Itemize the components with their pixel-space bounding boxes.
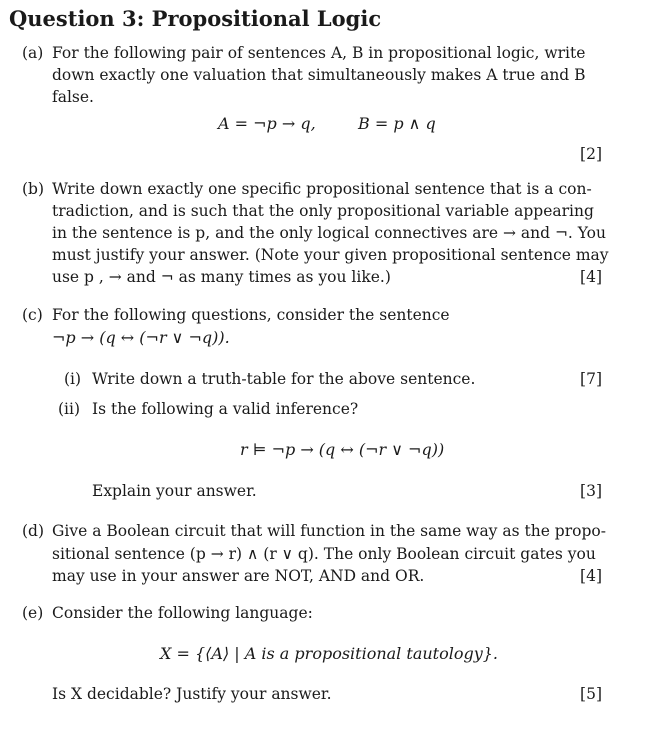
part-a-formula-a: A = ¬p → q, [218, 114, 316, 133]
part-d-line-3: may use in your answer are NOT, AND and OR. [52, 567, 425, 585]
part-b-label: (b) [22, 180, 45, 198]
part-c-label: (c) [22, 306, 43, 324]
part-a-line-1: For the following pair of sentences A, B in propositional logic, write [52, 44, 586, 62]
part-c-ii-text: Is the following a valid inference? [92, 400, 359, 418]
part-c-i-label: (i) [64, 370, 82, 388]
part-c-explain: Explain your answer. [92, 482, 257, 500]
part-e-marks: [5] [580, 685, 602, 703]
part-a-label: (a) [22, 44, 44, 62]
part-e-intro: Consider the following language: [52, 604, 313, 622]
part-d-marks: [4] [580, 567, 602, 585]
part-d-line-1: Give a Boolean circuit that will function in the same way as the propo- [52, 522, 606, 540]
part-a-line-2: down exactly one valuation that simultaneously makes A true and B [52, 66, 586, 84]
part-b-line-3: in the sentence is p, and the only logical connectives are → and ¬. You [52, 224, 606, 242]
part-c-ii-marks: [3] [580, 482, 602, 500]
part-c-ii-label: (ii) [58, 400, 81, 418]
part-e-set-definition: X = {⟨A⟩ | A is a propositional tautology}. [160, 644, 499, 663]
part-b-line-5: use p , → and ¬ as many times as you like.) [52, 268, 391, 286]
part-a-line-3: false. [52, 88, 94, 106]
part-a-formula-b: B = p ∧ q [358, 114, 436, 133]
part-c-intro: For the following questions, consider the sentence [52, 306, 450, 324]
part-c-i-marks: [7] [580, 370, 602, 388]
part-a-marks: [2] [580, 145, 602, 163]
part-b-line-1: Write down exactly one specific propositional sentence that is a con- [52, 180, 592, 198]
part-e-question: Is X decidable? Justify your answer. [52, 685, 332, 703]
part-d-line-2: sitional sentence (p → r) ∧ (r ∨ q). The only Boolean circuit gates you [52, 545, 596, 563]
part-b-marks: [4] [580, 268, 602, 286]
part-e-label: (e) [22, 604, 44, 622]
part-b-line-2: tradiction, and is such that the only propositional variable appearing [52, 202, 594, 220]
part-b-line-4: must justify your answer. (Note your given propositional sentence may [52, 246, 609, 264]
question-title: Question 3: Propositional Logic [9, 6, 382, 31]
part-c-i-text: Write down a truth-table for the above sentence. [92, 370, 476, 388]
part-c-sentence: ¬p → (q ↔ (¬r ∨ ¬q)). [52, 328, 230, 347]
part-d-label: (d) [22, 522, 45, 540]
part-c-inference: r ⊨ ¬p → (q ↔ (¬r ∨ ¬q)) [240, 440, 445, 459]
